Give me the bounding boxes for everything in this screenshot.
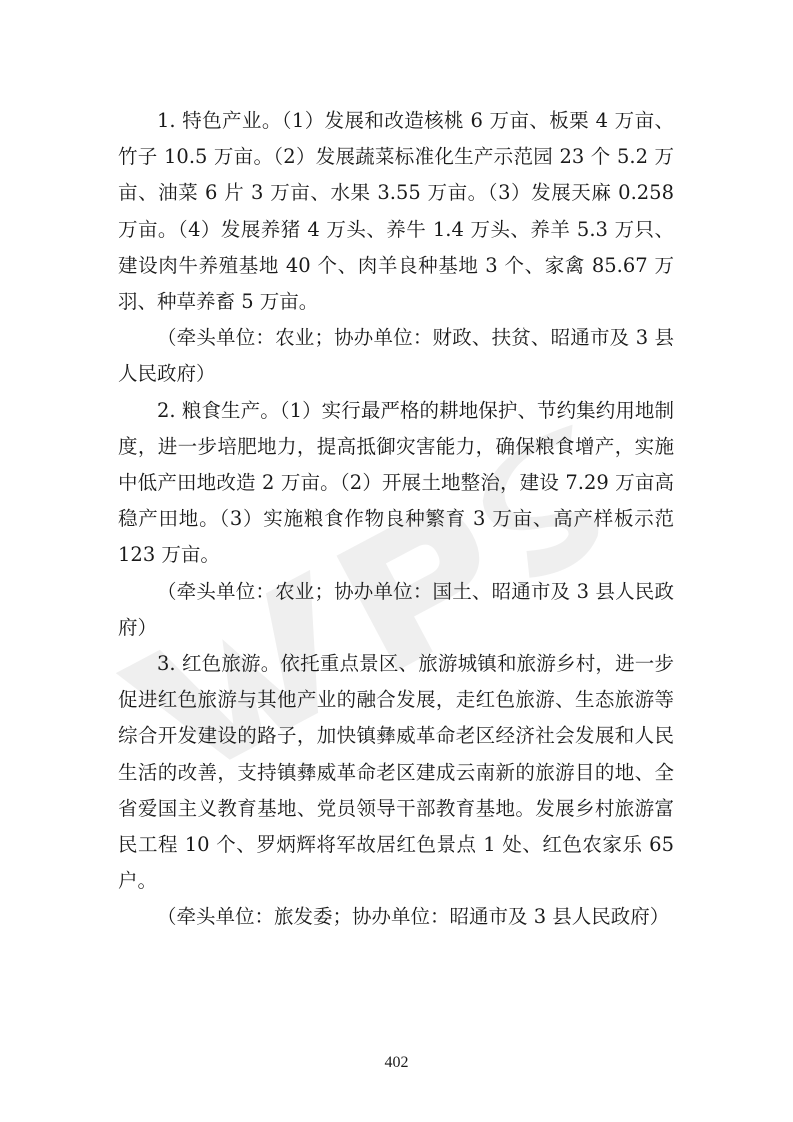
paragraph-specialty-industry: 1. 特色产业。（1）发展和改造核桃 6 万亩、板栗 4 万亩、竹子 10.5 万亩。（2）发展蔬菜标准化生产示范园 23 个 5.2 万亩、油菜 6 片 3 万亩、水果 3.55 万亩。（3）发展天麻 0.258 万亩。（4）发展养猪 4 万头、养牛 1.4 万头、养羊 5.3 万只、建设肉牛养殖基地 40 个、肉羊良种基地 3 个、家禽 85.67 万羽、种草养畜 5 万亩。 [118, 109, 674, 314]
lead-unit-note-1: （牵头单位：农业；协办单位：财政、扶贫、昭通市及 3 县人民政府） [118, 326, 674, 386]
document-body [118, 103, 674, 936]
lead-unit-note-2: （牵头单位：农业；协办单位：国土、昭通市及 3 县人民政府） [118, 579, 674, 639]
page-number: 402 [384, 1054, 409, 1071]
paragraph-red-tourism: 3. 红色旅游。依托重点景区、旅游城镇和旅游乡村，进一步促进红色旅游与其他产业的融合发展，走红色旅游、生态旅游等综合开发建设的路子，加快镇彝威革命老区经济社会发展和人民生活的改善，支持镇彝威革命老区建成云南新的旅游目的地、全省爱国主义教育基地、党员领导干部教育基地。发展乡村旅游富民工程 10 个、罗炳辉将军故居红色景点 1 处、红色农家乐 65 户。 [118, 652, 674, 893]
paragraph-grain-production: 2. 粮食生产。（1）实行最严格的耕地保护、节约集约用地制度，进一步培肥地力，提高抵御灾害能力，确保粮食增产，实施中低产田地改造 2 万亩。（2）开展土地整治，建设 7.29 万亩高稳产田地。（3）实施粮食作物良种繁育 3 万亩、高产样板示范 123 万亩。 [118, 398, 674, 567]
lead-unit-note-3: （牵头单位：旅发委；协办单位：昭通市及 3 县人民政府） [157, 905, 670, 929]
